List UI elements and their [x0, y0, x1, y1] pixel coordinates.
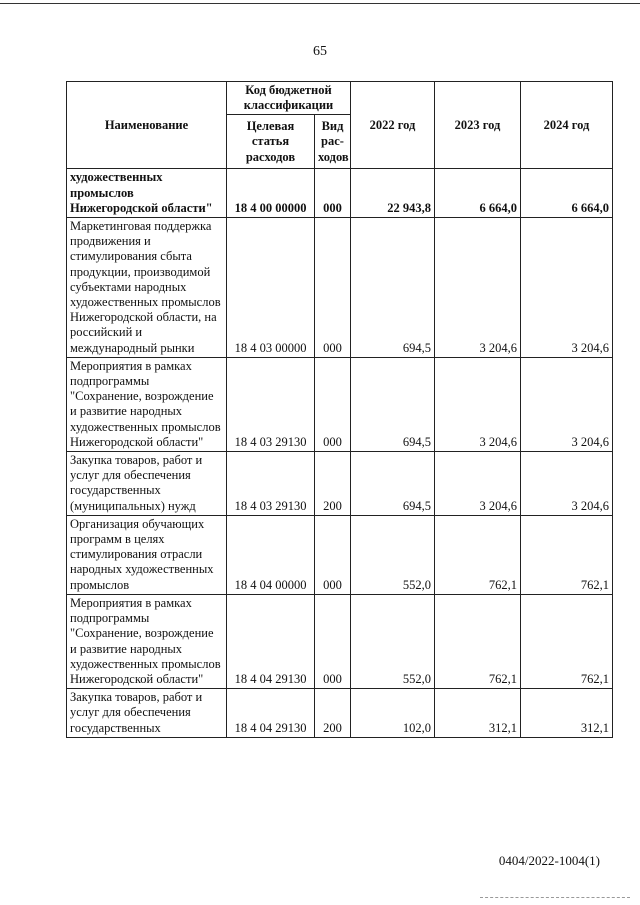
- header-expense-type: Вид рас-ходов: [315, 115, 351, 169]
- row-2022: 22 943,8: [351, 169, 435, 218]
- page-number: 65: [313, 44, 327, 59]
- row-2023: 312,1: [435, 689, 521, 738]
- row-2024: 312,1: [521, 689, 613, 738]
- row-2022: 694,5: [351, 218, 435, 358]
- row-2024: 3 204,6: [521, 452, 613, 516]
- document-code: 0404/2022-1004(1): [498, 853, 600, 868]
- header-name: Наименование: [67, 82, 227, 169]
- table-row: [67, 594, 613, 688]
- row-2022: 694,5: [351, 452, 435, 516]
- header-2023: 2023 год: [435, 82, 521, 169]
- row-target-article: 18 4 03 29130: [227, 357, 315, 451]
- row-target-article: 18 4 00 00000: [227, 169, 315, 218]
- table-row: [67, 515, 613, 594]
- row-expense-type: 200: [315, 689, 351, 738]
- row-expense-type: 000: [315, 357, 351, 451]
- row-name: Мероприятия в рамках подпрограммы "Сохранение, возрождение и развитие народных художественных промыслов Нижегородской области": [67, 594, 227, 688]
- row-name: Закупка товаров, работ и услуг для обеспечения государственных (муниципальных) нужд: [67, 452, 227, 516]
- row-2024: 3 204,6: [521, 357, 613, 451]
- header-2022: 2022 год: [351, 82, 435, 169]
- row-expense-type: 000: [315, 594, 351, 688]
- row-2023: 3 204,6: [435, 357, 521, 451]
- row-2022: 552,0: [351, 515, 435, 594]
- row-target-article: 18 4 04 29130: [227, 594, 315, 688]
- header-budget-code: Код бюджетной классификации: [227, 82, 351, 115]
- bottom-edge-mark: [480, 897, 630, 900]
- row-expense-type: 000: [315, 169, 351, 218]
- row-expense-type: 000: [315, 515, 351, 594]
- row-target-article: 18 4 04 29130: [227, 689, 315, 738]
- row-target-article: 18 4 03 00000: [227, 218, 315, 358]
- row-name: Мероприятия в рамках подпрограммы "Сохранение, возрождение и развитие народных художественных промыслов Нижегородской области": [67, 357, 227, 451]
- row-name: художественных промыслов Нижегородской области": [67, 169, 227, 218]
- table-row: [67, 689, 613, 738]
- table-row: [67, 357, 613, 451]
- row-name: Маркетинговая поддержка продвижения и стимулирования сбыта продукции, производимой субъектами народных художественных промыслов Нижегородской области, на российский и международный рынки: [67, 218, 227, 358]
- row-target-article: 18 4 04 00000: [227, 515, 315, 594]
- row-expense-type: 200: [315, 452, 351, 516]
- table-row: [67, 452, 613, 516]
- row-2024: 762,1: [521, 594, 613, 688]
- row-expense-type: 000: [315, 218, 351, 358]
- row-2023: 3 204,6: [435, 452, 521, 516]
- table-row: [67, 218, 613, 358]
- row-2022: 552,0: [351, 594, 435, 688]
- row-2024: 3 204,6: [521, 218, 613, 358]
- row-2023: 762,1: [435, 594, 521, 688]
- row-2023: 6 664,0: [435, 169, 521, 218]
- table-row: [67, 169, 613, 218]
- top-border-line: [0, 3, 640, 4]
- budget-table: [66, 81, 613, 738]
- row-2024: 762,1: [521, 515, 613, 594]
- header-2024: 2024 год: [521, 82, 613, 169]
- row-2022: 694,5: [351, 357, 435, 451]
- row-2024: 6 664,0: [521, 169, 613, 218]
- row-name: Закупка товаров, работ и услуг для обеспечения государственных: [67, 689, 227, 738]
- header-target-article: Целевая статья расходов: [227, 115, 315, 169]
- row-target-article: 18 4 03 29130: [227, 452, 315, 516]
- row-name: Организация обучающих программ в целях стимулирования отрасли народных художественных промыслов: [67, 515, 227, 594]
- row-2022: 102,0: [351, 689, 435, 738]
- row-2023: 762,1: [435, 515, 521, 594]
- row-2023: 3 204,6: [435, 218, 521, 358]
